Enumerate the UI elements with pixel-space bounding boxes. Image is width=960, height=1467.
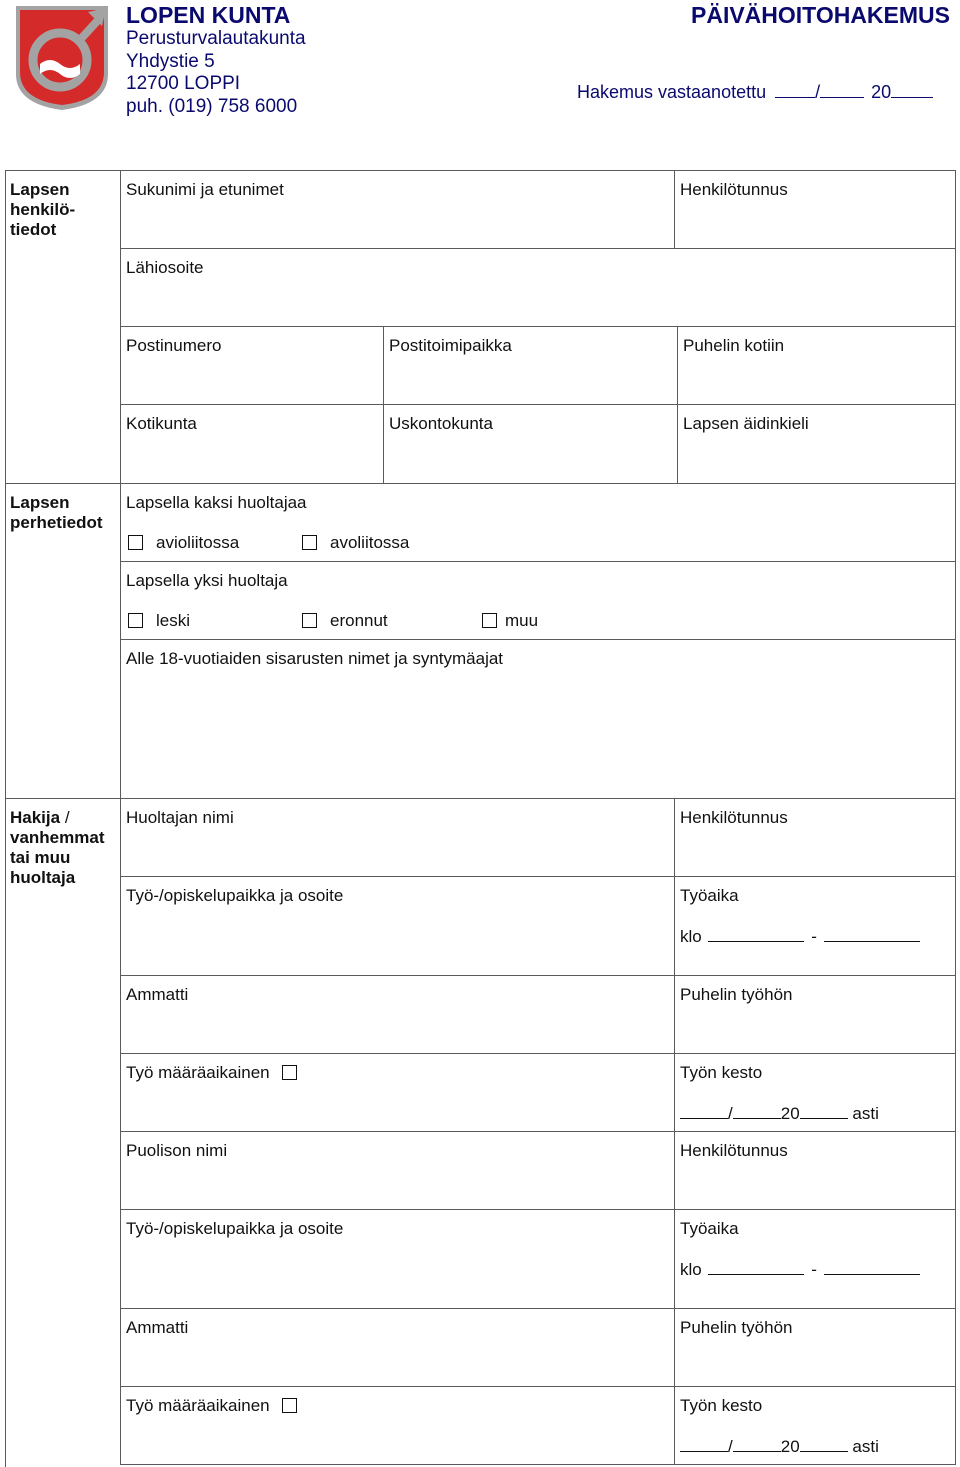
widow-label: leski [156, 611, 191, 630]
guardian-duration-row [680, 1104, 879, 1124]
spouse-fixed-term-label: Työ määräaikainen [126, 1396, 270, 1415]
received-day-blank[interactable] [775, 82, 815, 98]
other-checkbox[interactable] [482, 613, 497, 628]
section-title-line: perhetiedot [10, 513, 103, 532]
guardian-fixed-term-label: Työ määräaikainen [126, 1063, 270, 1082]
guardian-duration-label: Työn kesto [680, 1063, 763, 1082]
grid-line [955, 170, 956, 1465]
grid-line [5, 483, 956, 484]
guardian-ssn-label: Henkilötunnus [680, 808, 788, 827]
grid-line [120, 975, 956, 976]
spouse-hours-start-blank[interactable] [708, 1260, 804, 1275]
divorced-checkbox[interactable] [302, 613, 317, 628]
spouse-occupation-label: Ammatti [126, 1318, 189, 1337]
postal-address: 12700 LOPPI [126, 73, 241, 94]
section-title-line: Lapsen [10, 180, 70, 199]
grid-line [120, 1464, 956, 1465]
dash: - [811, 927, 817, 946]
guardian-duration-month-blank[interactable] [733, 1104, 781, 1119]
cohabiting-checkbox[interactable] [302, 535, 317, 550]
spouse-fixed-term-checkbox[interactable] [282, 1398, 297, 1413]
siblings-label: Alle 18-vuotiaiden sisarusten nimet ja syntymäajat [126, 649, 504, 668]
guardian-duration-day-blank[interactable] [680, 1104, 728, 1119]
guardian-work-phone-label: Puhelin työhön [680, 985, 793, 1004]
section-applicant-title [10, 808, 104, 888]
spouse-ssn-label: Henkilötunnus [680, 1141, 788, 1160]
guardian-occupation-label: Ammatti [126, 985, 189, 1004]
guardian-fixed-term-checkbox[interactable] [282, 1065, 297, 1080]
duration-year: 20 [780, 1104, 800, 1123]
spouse-duration-label: Työn kesto [680, 1396, 763, 1415]
grid-line [120, 639, 956, 640]
child-postcode-label: Postinumero [126, 336, 222, 355]
child-religion-label: Uskontokunta [389, 414, 493, 433]
klo-label: klo [680, 1260, 702, 1279]
section-title-line: tiedot [10, 220, 57, 239]
received-sep: / [815, 82, 821, 102]
child-ssn-label: Henkilötunnus [680, 180, 788, 199]
spouse-work-label: Työ-/opiskelupaikka ja osoite [126, 1219, 344, 1238]
street-address: Yhdystie 5 [126, 51, 215, 72]
spouse-name-label: Puolison nimi [126, 1141, 228, 1160]
guardian-hours-start-blank[interactable] [708, 927, 804, 942]
guardian-hours-end-blank[interactable] [824, 927, 920, 942]
logo [14, 4, 110, 112]
section-title-line: vanhemmat [10, 828, 105, 847]
grid-line [120, 248, 956, 249]
one-guardian-label: Lapsella yksi huoltaja [126, 571, 288, 590]
married-label: avioliitossa [156, 533, 240, 552]
grid-line [674, 798, 675, 1464]
married-checkbox[interactable] [128, 535, 143, 550]
duration-sep: / [728, 1437, 733, 1456]
grid-line [5, 170, 956, 171]
spouse-duration-day-blank[interactable] [680, 1437, 728, 1452]
child-city-label: Postitoimipaikka [389, 336, 512, 355]
grid-line [5, 798, 956, 799]
section-title-line [10, 808, 104, 828]
widow-checkbox[interactable] [128, 613, 143, 628]
section-title-line: henkilö- [10, 200, 76, 219]
section-title-slash: / [60, 808, 70, 827]
child-language-label: Lapsen äidinkieli [683, 414, 809, 433]
lopen-kunta-crest-icon [14, 4, 110, 112]
grid-line [674, 170, 675, 248]
section-title-line: tai muu [10, 848, 71, 867]
spouse-duration-year-blank[interactable] [800, 1437, 848, 1452]
grid-line [677, 326, 678, 483]
organization-name: LOPEN KUNTA [126, 2, 291, 28]
guardian-work-label: Työ-/opiskelupaikka ja osoite [126, 886, 344, 905]
spouse-hours-end-blank[interactable] [824, 1260, 920, 1275]
guardian-duration-year-blank[interactable] [800, 1104, 848, 1119]
section-title-line: Lapsen [10, 493, 70, 512]
grid-line [120, 170, 121, 1465]
grid-line [120, 1386, 956, 1387]
guardian-name-label: Huoltajan nimi [126, 808, 234, 827]
spouse-duration-month-blank[interactable] [733, 1437, 781, 1452]
duration-until: asti [852, 1104, 879, 1123]
grid-line [120, 1308, 956, 1309]
department-name: Perusturvalautakunta [126, 28, 306, 49]
phone-number: puh. (019) 758 6000 [126, 96, 298, 117]
section-family-info-title [10, 493, 103, 533]
child-name-label: Sukunimi ja etunimet [126, 180, 284, 199]
grid-line [120, 1053, 956, 1054]
two-guardians-label: Lapsella kaksi huoltajaa [126, 493, 307, 512]
duration-until: asti [852, 1437, 879, 1456]
section-title-line: huoltaja [10, 868, 76, 887]
guardian-hours-row [680, 927, 920, 947]
cohabiting-label: avoliitossa [330, 533, 410, 552]
grid-line [120, 1209, 956, 1210]
received-year-blank[interactable] [891, 82, 933, 98]
spouse-duration-row [680, 1437, 879, 1457]
received-year: 20 [871, 82, 892, 102]
section-child-info-title [10, 180, 75, 240]
child-home-phone-label: Puhelin kotiin [683, 336, 785, 355]
duration-sep: / [728, 1104, 733, 1123]
spouse-work-phone-label: Puhelin työhön [680, 1318, 793, 1337]
received-date [577, 82, 933, 103]
grid-line [120, 876, 956, 877]
duration-year: 20 [780, 1437, 800, 1456]
child-address-label: Lähiosoite [126, 258, 204, 277]
klo-label: klo [680, 927, 702, 946]
spouse-hours-label: Työaika [680, 1219, 739, 1238]
guardian-hours-label: Työaika [680, 886, 739, 905]
section-title-word: Hakija [10, 808, 61, 827]
grid-line [5, 170, 6, 1467]
grid-line [120, 404, 956, 405]
received-label: Hakemus vastaanotettu [577, 82, 767, 102]
form-title: PÄIVÄHOITOHAKEMUS [691, 2, 950, 28]
grid-line [120, 326, 956, 327]
other-label: muu [505, 611, 539, 630]
dash: - [811, 1260, 817, 1279]
grid-line [120, 561, 956, 562]
spouse-hours-row [680, 1260, 920, 1280]
received-month-blank[interactable] [820, 82, 864, 98]
child-municipality-label: Kotikunta [126, 414, 197, 433]
grid-line [383, 326, 384, 483]
grid-line [120, 1131, 956, 1132]
divorced-label: eronnut [330, 611, 388, 630]
